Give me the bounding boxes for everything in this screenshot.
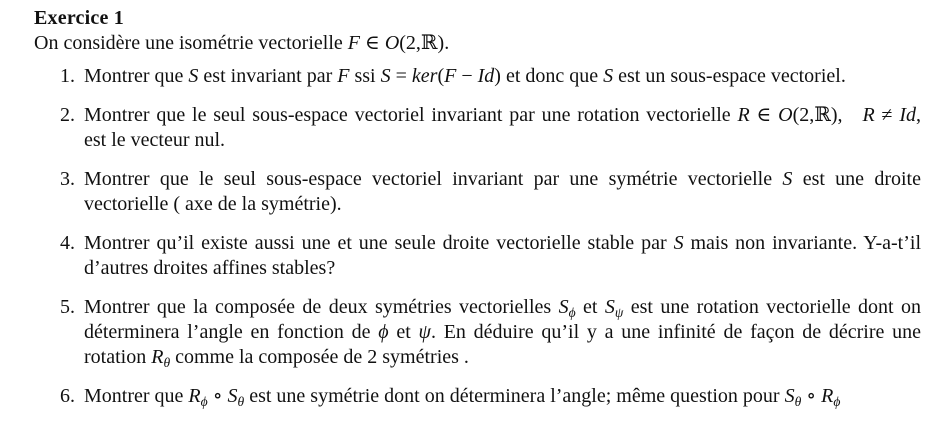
text-segment: est une rotation vectorielle dont on déterminera l’angle en fonction de	[84, 296, 921, 343]
text-segment: . En déduire qu’il y a une infinité de façon de décrire une rotation	[84, 321, 922, 368]
intro-paragraph	[34, 31, 921, 56]
text-segment: ϕ	[833, 394, 841, 410]
list-item	[34, 167, 921, 217]
text-segment: est invariant par	[198, 65, 338, 87]
list-item	[34, 64, 921, 89]
item-text	[84, 231, 921, 281]
text-segment: F	[444, 65, 457, 87]
text-segment: S	[604, 296, 615, 318]
item-text	[84, 384, 921, 409]
item-number: 1.	[60, 65, 75, 87]
text-segment	[843, 104, 863, 126]
text-segment: −	[456, 65, 478, 87]
list-item	[34, 103, 921, 153]
text-segment: est une symétrie dont on déterminera l’angle; même question pour	[244, 385, 785, 407]
text-segment: S	[673, 232, 684, 254]
text-segment: θ	[794, 394, 802, 410]
text-segment: =	[390, 65, 412, 87]
item-text	[84, 64, 921, 89]
text-segment: O	[778, 104, 793, 126]
text-segment: ssi	[349, 65, 381, 87]
text-segment: S	[188, 65, 199, 87]
text-segment: Montrer que	[84, 65, 189, 87]
text-segment: S	[380, 65, 391, 87]
text-segment: Montrer qu’il existe aussi une et une seule droite vectorielle stable par	[84, 232, 674, 254]
list-item	[34, 231, 921, 281]
text-segment: est une droite vectorielle ( axe de la symétrie).	[84, 168, 921, 215]
text-segment: mais non invariante. Y-a-t’il d’autres droites affines stables?	[84, 232, 921, 279]
item-text	[84, 103, 921, 153]
text-segment: R	[737, 104, 750, 126]
text-segment: S	[603, 65, 614, 87]
exercise-title: Exercice 1	[34, 7, 124, 29]
text-segment: ϕ	[200, 394, 208, 410]
text-segment: ϕ	[568, 305, 576, 321]
text-segment: R	[188, 385, 201, 407]
text-segment: ϕ	[378, 321, 389, 343]
text-segment: Id	[477, 65, 495, 87]
item-number: 4.	[60, 232, 75, 254]
text-segment: R	[821, 385, 834, 407]
item-text	[84, 295, 921, 370]
text-segment: ∈	[749, 104, 779, 126]
text-segment: S	[558, 296, 569, 318]
text-segment: θ	[163, 355, 171, 371]
item-number: 3.	[60, 168, 75, 190]
item-number: 2.	[60, 104, 75, 126]
text-segment: S	[782, 168, 793, 190]
text-segment: ∈	[360, 32, 385, 54]
text-segment: et	[575, 296, 605, 318]
text-segment: ) et donc que	[494, 65, 604, 87]
text-segment: (2,ℝ),	[792, 104, 843, 126]
text-segment: F	[347, 32, 360, 54]
text-segment: S	[227, 385, 238, 407]
text-segment: ≠	[874, 104, 900, 126]
exercise-list	[34, 64, 921, 409]
text-segment: Montrer que le seul sous-espace vectoriel invariant par une rotation vectorielle	[84, 104, 738, 126]
text-segment: est un sous-espace vectoriel.	[613, 65, 846, 87]
text-segment: O	[384, 32, 400, 54]
text-segment: Montrer que la composée de deux symétries vectorielles	[84, 296, 559, 318]
text-segment: F	[337, 65, 350, 87]
item-text	[84, 167, 921, 217]
list-item	[34, 295, 921, 370]
text-segment: Id	[899, 104, 916, 126]
text-segment: et	[388, 321, 419, 343]
text-segment: ∘	[207, 385, 228, 407]
text-segment: On considère une isométrie vectorielle	[34, 32, 348, 54]
item-number: 6.	[60, 385, 75, 407]
text-segment: Montrer que le seul sous-espace vectoriel invariant par une symétrie vectorielle	[84, 168, 783, 190]
text-segment: ∘	[801, 385, 822, 407]
text-segment: (2,ℝ).	[399, 32, 450, 54]
text-segment: S	[784, 385, 795, 407]
text-segment: ψ	[614, 305, 624, 321]
text-segment: ker	[411, 65, 438, 87]
item-number: 5.	[60, 296, 75, 318]
text-segment: Montrer que	[84, 385, 189, 407]
text-segment: θ	[237, 394, 245, 410]
text-segment: (	[437, 65, 445, 87]
text-segment: ψ	[418, 321, 431, 343]
text-segment: R	[862, 104, 875, 126]
list-item	[34, 384, 921, 409]
text-segment: comme la composée de 2 symétries .	[170, 346, 469, 368]
text-segment: R	[151, 346, 164, 368]
text-segment: , est le vecteur nul.	[84, 104, 921, 151]
